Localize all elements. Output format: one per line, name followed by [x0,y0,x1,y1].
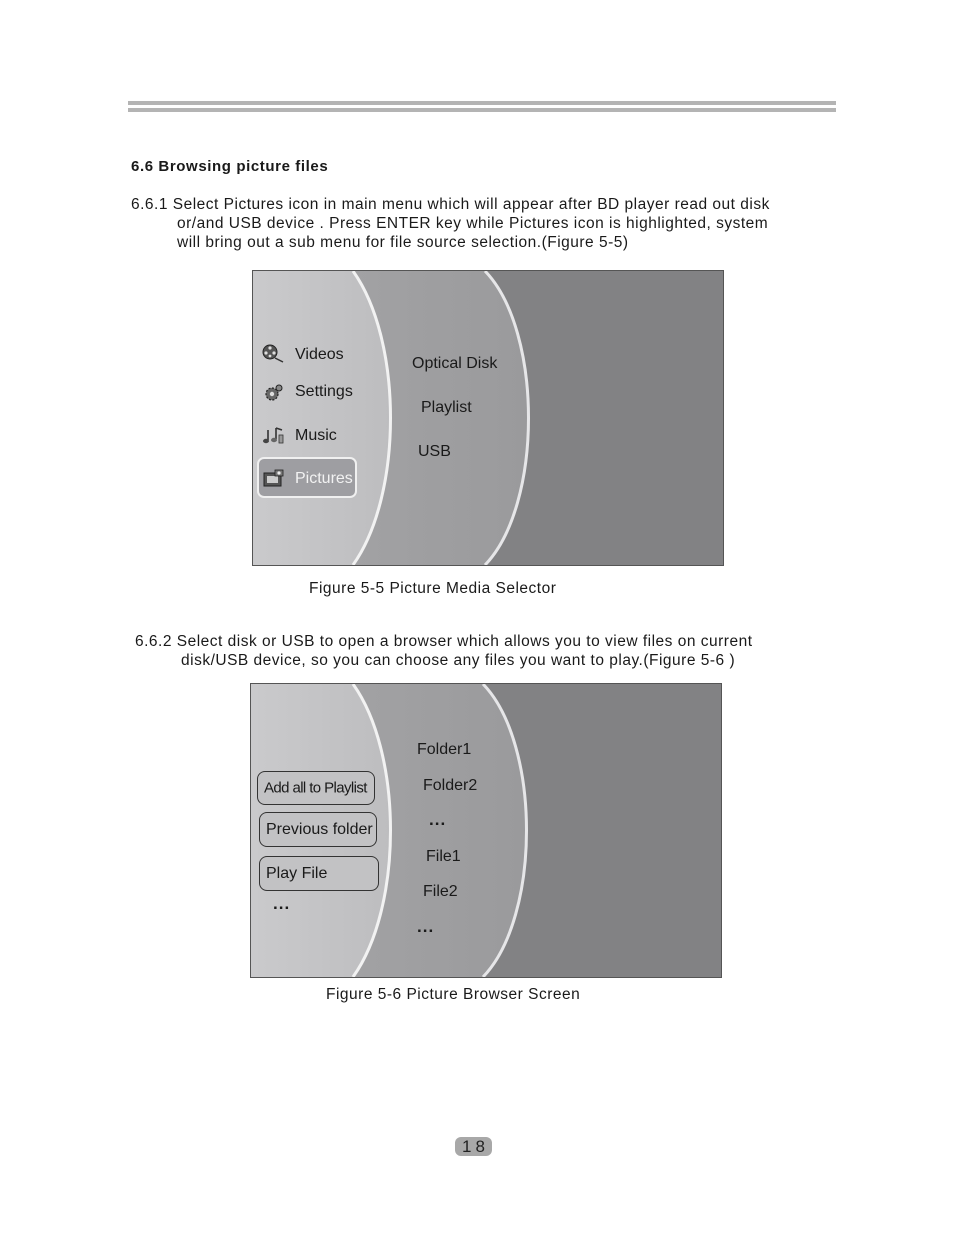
figure-caption-5-5: Figure 5-5 Picture Media Selector [309,580,557,597]
add-all-to-playlist-label: Add all to Playlist [264,779,367,797]
paragraph-line: will bring out a sub menu for file source selection.(Figure 5-5) [177,234,629,251]
menu-item-settings[interactable]: Settings [295,383,353,400]
play-file-button[interactable] [259,856,379,891]
paragraph-line: or/and USB device . Press ENTER key while Pictures icon is highlighted, system [177,215,769,232]
source-optical-disk[interactable]: Optical Disk [412,355,498,372]
camera-photo-icon [262,468,286,490]
section-heading: 6.6 Browsing picture files [131,158,329,175]
menu-item-pictures-label: Pictures [295,470,353,487]
paragraph-6-6-2 [135,632,753,670]
source-playlist[interactable]: Playlist [421,399,472,416]
figure-background-panels [253,271,723,565]
file-list-ellipsis: ... [429,810,447,829]
paragraph-6-6-1 [131,195,770,252]
play-file-label: Play File [266,864,328,882]
previous-folder-button[interactable] [259,812,377,847]
music-notes-icon [261,425,285,447]
file-list-item[interactable]: Folder1 [417,741,472,758]
menu-item-music[interactable]: Music [295,427,337,444]
add-all-to-playlist-button[interactable] [257,771,375,805]
figure-picture-browser-screen [250,683,722,978]
page-number: 18 [455,1137,492,1156]
menu-item-pictures-selected[interactable] [257,457,357,498]
header-rule-bottom [128,108,836,112]
previous-folder-label: Previous folder [266,820,373,838]
more-actions-ellipsis: ... [273,894,291,913]
file-list-item[interactable]: File1 [426,848,461,865]
paragraph-line: 6.6.2 Select disk or USB to open a browser which allows you to view files on current [135,633,753,650]
gear-icon [261,382,285,404]
paragraph-line: 6.6.1 Select Pictures icon in main menu which will appear after BD player read out disk [131,196,770,213]
file-list-item[interactable]: File2 [423,883,458,900]
figure-caption-5-6: Figure 5-6 Picture Browser Screen [326,986,581,1003]
header-rule-top [128,101,836,105]
file-list-ellipsis: ... [417,917,435,936]
source-usb[interactable]: USB [418,443,451,460]
paragraph-line: disk/USB device, so you can choose any files you want to play.(Figure 5-6 ) [181,652,736,669]
file-list-item[interactable]: Folder2 [423,777,478,794]
figure-picture-media-selector [252,270,724,566]
menu-item-videos[interactable]: Videos [295,346,344,363]
film-reel-icon [261,343,285,365]
